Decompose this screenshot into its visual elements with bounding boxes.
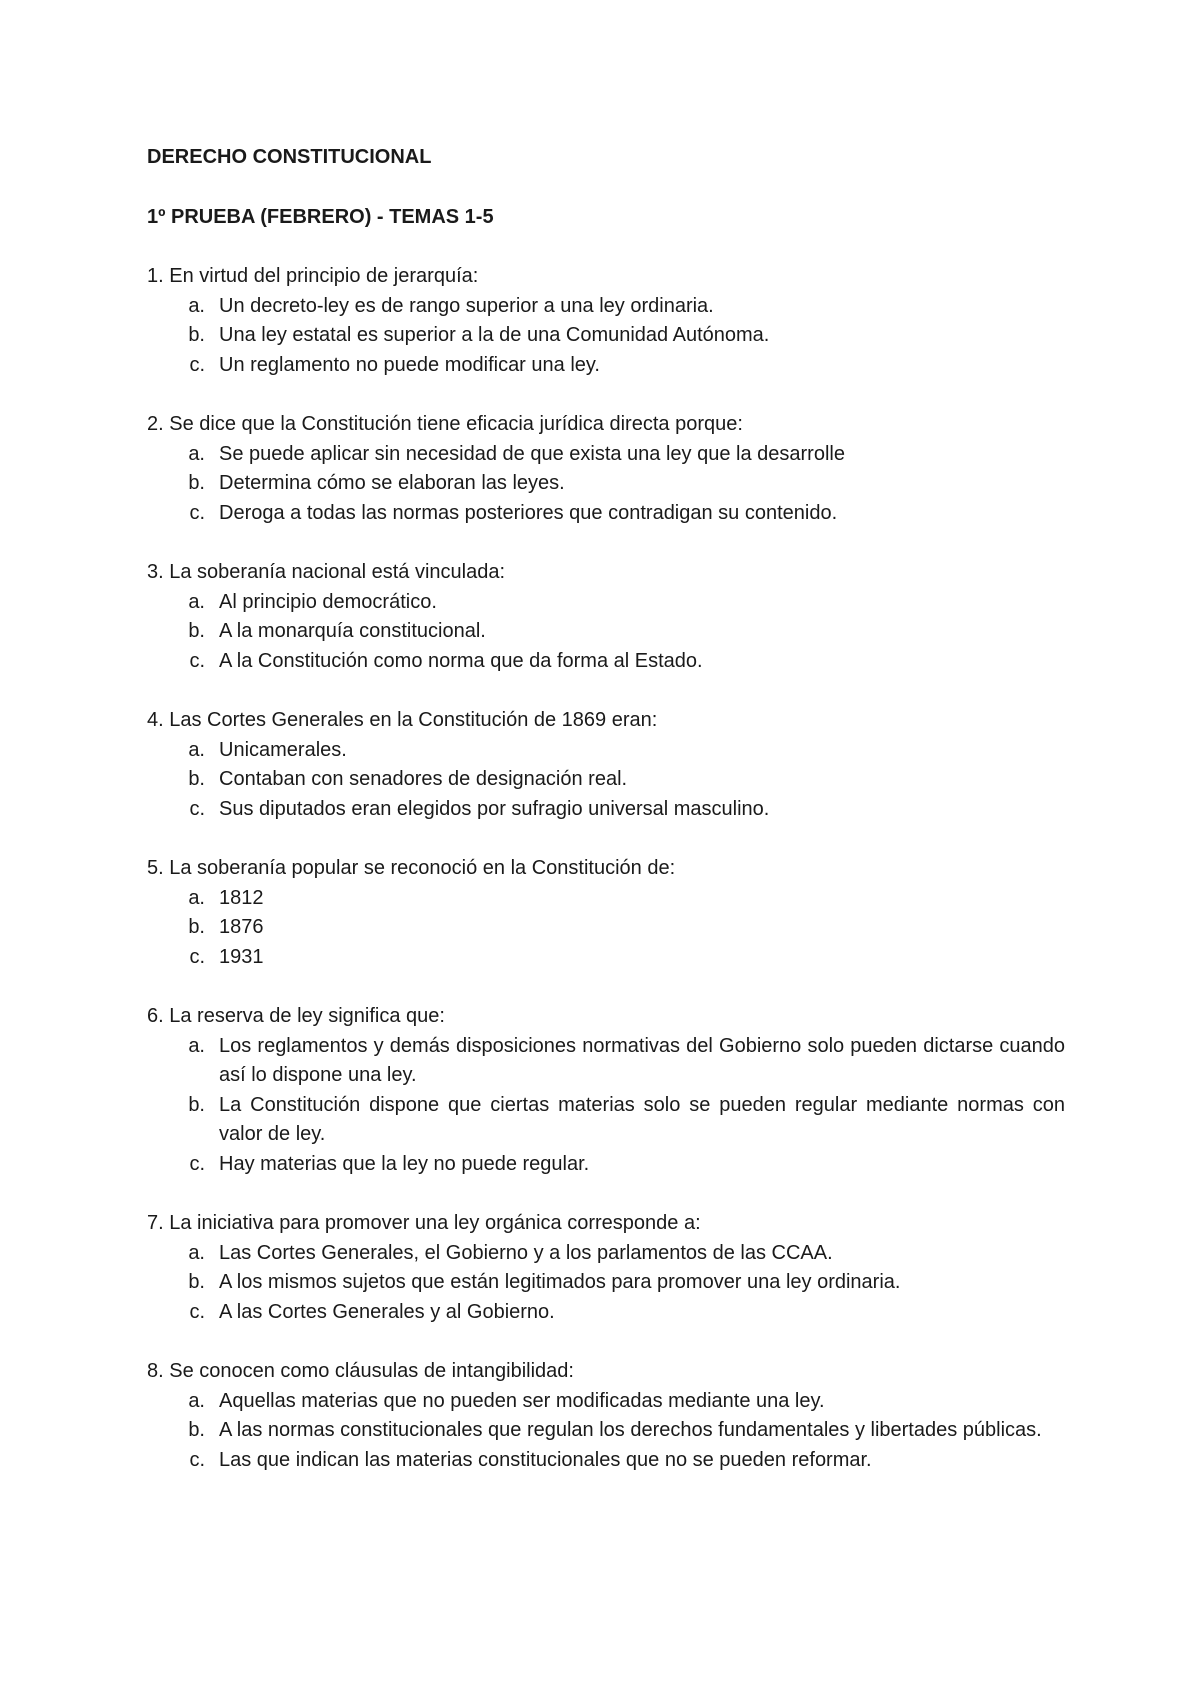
option-text: Unicamerales. [219,738,347,761]
question-text: 8. Se conocen como cláusulas de intangibilidad: [147,1360,574,1382]
document-page [147,143,1065,1505]
option-letter: c. [189,353,205,376]
option-letter: b. [188,324,205,346]
option-b [147,469,1065,499]
option-b [147,1268,1065,1298]
option-text: A las Cortes Generales y al Gobierno. [219,1300,555,1323]
question-5 [147,854,1065,972]
option-letter: c. [189,945,205,968]
option-letter: a. [188,738,205,761]
option-letter: a. [188,1389,205,1412]
option-letter: a. [188,590,205,613]
option-c [147,1298,1065,1328]
option-letter: a. [188,294,205,317]
option-text: Un decreto-ley es de rango superior a una ley ordinaria. [219,294,714,317]
option-letter: b. [188,916,205,938]
option-text: Las que indican las materias constitucionales que no se pueden reformar. [219,1448,872,1471]
option-letter: b. [188,1419,205,1441]
option-c [147,499,1065,529]
question-text: 7. La iniciativa para promover una ley orgánica corresponde a: [147,1212,701,1234]
option-letter: b. [188,620,205,642]
option-list [147,1239,1065,1328]
question-text: 2. Se dice que la Constitución tiene eficacia jurídica directa porque: [147,413,743,435]
option-letter: c. [189,1448,205,1471]
option-a [147,736,1065,766]
question-text: 5. La soberanía popular se reconoció en la Constitución de: [147,857,676,879]
question-8 [147,1357,1065,1475]
document-subtitle: 1º PRUEBA (FEBRERO) - TEMAS 1-5 [147,206,494,228]
option-a [147,884,1065,914]
option-letter: a. [188,886,205,909]
option-text: Contaban con senadores de designación real. [219,768,628,790]
option-text: Una ley estatal es superior a la de una Comunidad Autónoma. [219,324,770,346]
question-6 [147,1002,1065,1179]
option-c [147,1150,1065,1180]
option-text: Los reglamentos y demás disposiciones normativas del Gobierno solo pueden dictarse cuando así lo dispone una ley. [219,1034,1065,1086]
option-a [147,588,1065,618]
question-3 [147,558,1065,676]
option-text: La Constitución dispone que ciertas materias solo se pueden regular mediante normas con valor de ley. [219,1093,1065,1145]
question-text: 3. La soberanía nacional está vinculada: [147,561,506,583]
option-letter: a. [188,442,205,465]
option-text: Deroga a todas las normas posteriores que contradigan su contenido. [219,501,838,524]
option-b [147,1091,1065,1150]
question-1 [147,262,1065,380]
option-a [147,1239,1065,1269]
option-text: A la monarquía constitucional. [219,620,486,642]
option-text: Hay materias que la ley no puede regular. [219,1152,590,1175]
question-text: 6. La reserva de ley significa que: [147,1005,445,1027]
option-list [147,884,1065,973]
option-list [147,1032,1065,1180]
option-letter: b. [188,472,205,494]
option-text: Determina cómo se elaboran las leyes. [219,472,565,494]
option-text: A los mismos sujetos que están legitimados para promover una ley ordinaria. [219,1271,901,1293]
question-2 [147,410,1065,528]
option-c [147,943,1065,973]
option-a [147,440,1065,470]
option-text: Al principio democrático. [219,590,437,613]
option-list [147,736,1065,825]
option-c [147,351,1065,381]
option-c [147,795,1065,825]
option-b [147,617,1065,647]
question-7 [147,1209,1065,1327]
question-text: 1. En virtud del principio de jerarquía: [147,265,479,287]
option-text: A las normas constitucionales que regulan los derechos fundamentales y libertades públicas. [219,1419,1042,1441]
option-text: A la Constitución como norma que da forma al Estado. [219,649,703,672]
option-text: 1876 [219,916,264,938]
option-letter: a. [188,1034,205,1057]
question-4 [147,706,1065,824]
option-letter: c. [189,501,205,524]
option-list [147,440,1065,529]
option-letter: c. [189,649,205,672]
option-b [147,1416,1065,1446]
option-c [147,1446,1065,1476]
option-text: 1931 [219,945,264,968]
option-a [147,1387,1065,1417]
question-list [147,262,1065,1475]
option-a [147,1032,1065,1091]
option-letter: b. [188,1093,205,1116]
option-letter: c. [189,1300,205,1323]
document-title: DERECHO CONSTITUCIONAL [147,146,432,168]
option-letter: c. [189,797,205,820]
option-letter: a. [188,1241,205,1264]
option-text: Sus diputados eran elegidos por sufragio universal masculino. [219,797,770,820]
option-list [147,588,1065,677]
option-b [147,321,1065,351]
option-text: Un reglamento no puede modificar una ley. [219,353,600,376]
option-text: Las Cortes Generales, el Gobierno y a los parlamentos de las CCAA. [219,1241,833,1264]
option-letter: b. [188,768,205,790]
option-c [147,647,1065,677]
option-text: Se puede aplicar sin necesidad de que exista una ley que la desarrolle [219,442,845,465]
option-text: 1812 [219,886,264,909]
option-text: Aquellas materias que no pueden ser modificadas mediante una ley. [219,1389,825,1412]
option-letter: b. [188,1271,205,1293]
option-b [147,913,1065,943]
option-letter: c. [189,1152,205,1175]
option-list [147,1387,1065,1476]
question-text: 4. Las Cortes Generales en la Constitución de 1869 eran: [147,709,658,731]
option-list [147,292,1065,381]
option-a [147,292,1065,322]
option-b [147,765,1065,795]
